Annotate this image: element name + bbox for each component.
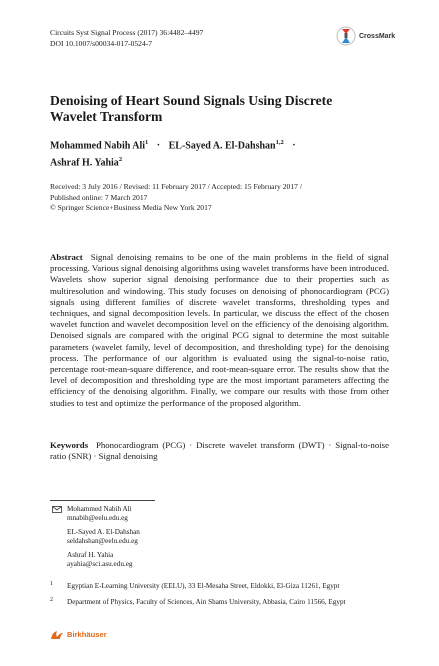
affiliation-text: Egyptian E-Learning University (EELU), 33 El-Mesaha Street, Eldokki, El-Giza 11261, Egypt bbox=[67, 582, 340, 590]
publisher-logo bbox=[50, 628, 107, 640]
author-list bbox=[50, 136, 390, 171]
author-separator: · bbox=[156, 140, 161, 152]
author-affil-mark: 2 bbox=[118, 156, 123, 164]
affiliation-item bbox=[50, 598, 390, 608]
journal-citation: Circuits Syst Signal Process (2017) 36:4482–4497 bbox=[50, 28, 204, 37]
keywords-label: Keywords bbox=[50, 440, 89, 450]
crossmark-badge[interactable] bbox=[336, 26, 395, 46]
dates-received: Received: 3 July 2016 / Revised: 11 February 2017 / Accepted: 15 February 2017 / bbox=[50, 182, 302, 191]
affiliation-text: Department of Physics, Faculty of Sciences, Ain Shams University, Abbasia, Cairo 11566, Egypt bbox=[67, 597, 346, 606]
author-name[interactable]: EL-Sayed A. El-Dahshan bbox=[168, 140, 276, 152]
contact-email[interactable]: ayahia@sci.asu.edu.eg bbox=[67, 560, 133, 569]
abstract-label: Abstract bbox=[50, 252, 83, 262]
dates-published: Published online: 7 March 2017 bbox=[50, 192, 148, 202]
author-separator: · bbox=[292, 140, 296, 152]
author-line-1 bbox=[50, 136, 390, 153]
affiliation-number: 2 bbox=[50, 596, 53, 603]
contact-entry bbox=[50, 505, 250, 524]
affiliation-item bbox=[50, 582, 390, 592]
keywords-text: Phonocardiogram (PCG) · Discrete wavelet transform (DWT) · Signal-to-noise ratio (SNR) · Signal denoising bbox=[50, 440, 390, 462]
footnote-divider bbox=[50, 500, 155, 501]
crossmark-label: CrossMark bbox=[359, 32, 396, 40]
author-contacts bbox=[50, 505, 250, 573]
contact-email[interactable]: seldahshan@eelu.edu.eg bbox=[67, 537, 138, 546]
contact-entry bbox=[50, 551, 250, 570]
journal-doi[interactable]: DOI 10.1007/s00034-017-0524-7 bbox=[50, 39, 153, 48]
author-name[interactable]: Ashraf H. Yahia bbox=[50, 157, 119, 169]
abstract-text: Signal denoising remains to be one of the main problems in the field of signal processing. Various signal denoising algorithms using wavelet transforms have been introduced. Wavelets show superior signal denoising performance due to their properties such as multiresolution and windowing. This study focuses on denoising of phonocardiogram (PCG) signals using different families of discrete wavelet transforms, thresholding types and techniques, and signal decomposition levels. In particular, we discuss the effect of the chosen wavelet function and wavelet decomposition level on the efficiency of the denoising algorithm. Denoised signals are compared with the original PCG signal to determine the most suitable parameters (wavelet family, level of decomposition, and thresholding type) for the denoising process. The performance of our algorithm is evaluated using the signal-to-noise ratio, percentage root-mean-square difference, and root-mean-square error. The results show that the level of decomposition and thresholding type are the most important parameters affecting the efficiency of the denoising algorithm. Finally, we compare our results with those from other studies to test and optimize the performance of the proposed algorithm. bbox=[50, 252, 389, 408]
mail-icon bbox=[52, 506, 62, 513]
author-name[interactable]: Mohammed Nabih Ali bbox=[50, 140, 146, 152]
affiliation-number: 1 bbox=[50, 581, 53, 587]
contact-name: Ashraf H. Yahia bbox=[67, 550, 114, 559]
author-affil-mark: 1,2 bbox=[275, 139, 284, 146]
abstract-section bbox=[50, 252, 389, 409]
crossmark-icon bbox=[336, 26, 356, 46]
author-line-2 bbox=[50, 153, 390, 170]
publisher-name: Birkhäuser bbox=[67, 629, 107, 639]
birkhauser-logo-icon bbox=[50, 628, 64, 640]
contact-email[interactable]: mnabih@eelu.edu.eg bbox=[67, 514, 128, 523]
contact-entry bbox=[50, 528, 250, 547]
publication-history bbox=[50, 182, 390, 214]
contact-name: Mohammed Nabih Ali bbox=[67, 505, 132, 513]
contact-name: EL-Sayed A. El-Dahshan bbox=[67, 527, 140, 536]
affiliations bbox=[50, 582, 390, 613]
copyright-notice: © Springer Science+Business Media New York 2017 bbox=[50, 203, 212, 213]
author-affil-mark: 1 bbox=[145, 139, 149, 146]
paper-title: Denoising of Heart Sound Signals Using Discrete Wavelet Transform bbox=[50, 93, 333, 124]
keywords-section bbox=[50, 440, 389, 462]
journal-header bbox=[50, 27, 310, 49]
